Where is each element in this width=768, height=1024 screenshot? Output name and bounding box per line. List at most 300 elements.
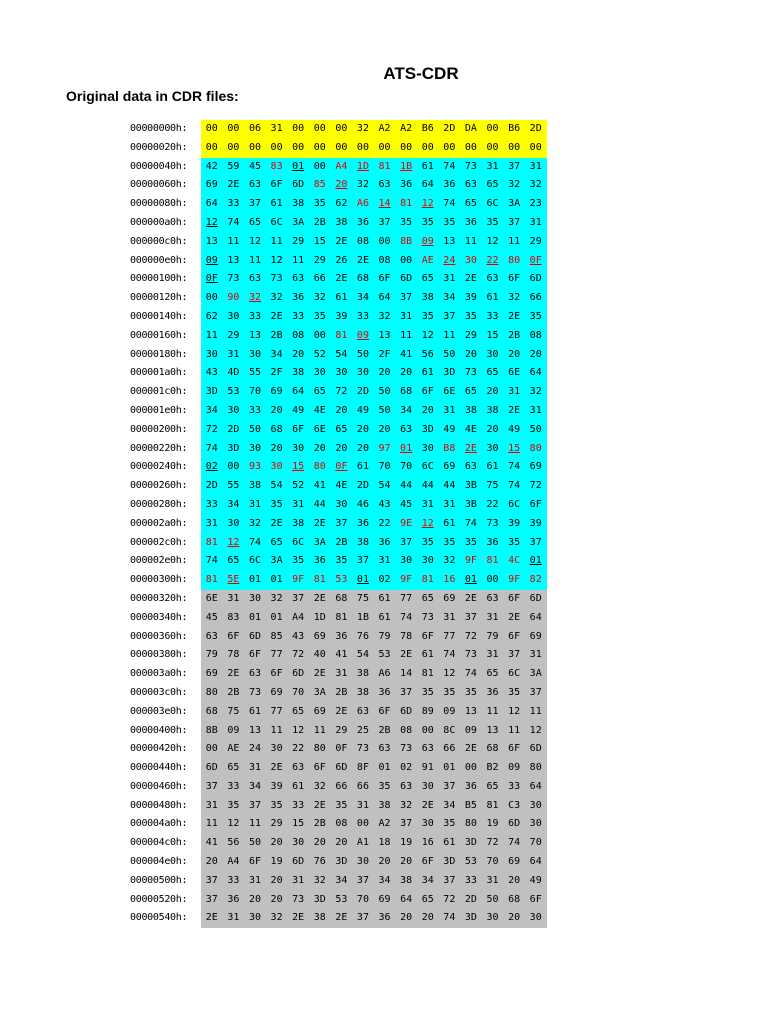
hex-byte: 06 [248,123,261,134]
hex-byte: 43 [292,630,305,642]
hex-byte: 81 [421,668,434,680]
hex-byte: 12 [508,705,521,717]
hex-byte: 08 [356,235,369,247]
hex-byte: 63 [292,273,305,285]
hex-byte: 50 [529,423,542,435]
hex-byte: 11 [270,235,283,247]
hex-byte: 2E [205,912,218,924]
hex-byte: 2B [313,818,326,830]
byte-group [201,120,547,139]
hex-byte: 31 [443,273,456,285]
hex-byte: 41 [400,348,413,360]
row-address: 00000420h: [130,743,188,755]
hex-byte: 30 [464,254,477,266]
hex-byte: 37 [205,893,218,905]
hex-row [130,327,550,346]
byte-group [201,778,547,797]
hex-byte: 29 [227,329,240,341]
hex-byte: 2E [313,592,326,604]
hex-row [130,722,550,741]
hex-byte: A6 [378,668,391,680]
hex-byte: 74 [464,517,477,529]
hex-byte: 36 [486,686,499,698]
hex-byte: 37 [356,912,369,924]
row-address: 000003c0h: [130,686,188,698]
hex-byte: 73 [464,649,477,661]
hex-byte: 6E [313,423,326,435]
hex-byte: 3D [227,442,240,454]
hex-byte: 61 [270,198,283,210]
row-address: 000000a0h: [130,216,188,228]
byte-group [201,364,547,383]
hex-byte: 2E [508,611,521,623]
hex-row [130,834,550,853]
hex-byte: 2D [443,123,456,134]
hex-byte: 30 [421,780,434,792]
hex-byte: 68 [356,273,369,285]
byte-group [201,909,547,928]
hex-byte: 11 [508,235,521,247]
hex-byte: 33 [227,780,240,792]
hex-byte: 3D [443,367,456,379]
row-address: 000004a0h: [130,818,188,830]
hex-byte: 81 [421,574,434,586]
hex-byte: 61 [486,461,499,473]
hex-row [130,477,550,496]
hex-byte: 37 [248,198,261,210]
hex-byte: 69 [270,686,283,698]
hex-byte: 49 [443,423,456,435]
byte-group [201,289,547,308]
hex-byte: 89 [421,705,434,717]
hex-byte: 00 [421,724,434,736]
byte-group [201,571,547,590]
hex-byte: 69 [443,461,456,473]
hex-byte: 80 [205,686,218,698]
hex-byte: 31 [335,668,348,680]
hex-byte: 11 [529,705,542,717]
hex-byte: 30 [270,743,283,755]
hex-byte: 31 [248,498,261,510]
row-address: 00000080h: [130,198,188,210]
hex-byte: 74 [205,555,218,567]
hex-byte: C3 [508,799,521,811]
hex-byte: 77 [270,649,283,661]
hex-byte: 00 [335,141,348,153]
hex-row [130,364,550,383]
row-address: 00000000h: [130,123,188,134]
row-address: 00000120h: [130,292,188,304]
hex-byte: 6D [335,762,348,774]
hex-byte: 19 [486,818,499,830]
hex-byte: 6D [529,592,542,604]
hex-byte: 1B [356,611,369,623]
hex-byte: A6 [356,198,369,210]
hex-byte: 2E [508,404,521,416]
hex-byte: 68 [486,743,499,755]
hex-byte: 32 [529,179,542,191]
byte-group [201,421,547,440]
hex-byte: 31 [443,498,456,510]
hex-byte: 12 [421,198,434,210]
hex-byte: B5 [464,799,477,811]
hex-byte: 33 [508,780,521,792]
hex-byte: 73 [464,367,477,379]
hex-byte: 29 [313,254,326,266]
hex-byte: 20 [356,423,369,435]
byte-group [201,609,547,628]
hex-byte: 30 [335,498,348,510]
hex-byte: 37 [335,517,348,529]
hex-byte: 0F [529,254,542,266]
hex-byte: 11 [205,818,218,830]
hex-byte: 6D [400,705,413,717]
hex-row [130,308,550,327]
hex-byte: 15 [486,329,499,341]
hex-byte: 85 [270,630,283,642]
hex-byte: 73 [227,273,240,285]
hex-byte: 74 [248,536,261,548]
row-address: 00000260h: [130,480,188,492]
hex-byte: 11 [486,705,499,717]
hex-byte: 01 [464,574,477,586]
hex-byte: 2E [421,799,434,811]
hex-byte: 14 [378,198,391,210]
hex-byte: 38 [356,686,369,698]
hex-byte: 19 [400,837,413,849]
hex-byte: 34 [270,348,283,360]
hex-byte: 35 [443,216,456,228]
hex-byte: 9F [464,555,477,567]
hex-row [130,158,550,177]
row-address: 00000100h: [130,273,188,285]
hex-byte: 35 [292,555,305,567]
hex-byte: 6D [508,818,521,830]
hex-byte: 00 [486,123,499,134]
byte-group [201,496,547,515]
hex-byte: 13 [486,724,499,736]
hex-byte: 00 [486,141,499,153]
hex-byte: 74 [508,461,521,473]
hex-byte: 74 [508,837,521,849]
hex-row [130,120,550,139]
hex-byte: 01 [248,611,261,623]
hex-dump [130,120,550,944]
hex-byte: 30 [486,348,499,360]
hex-byte: 53 [335,893,348,905]
hex-row [130,759,550,778]
hex-byte: 39 [270,780,283,792]
hex-byte: 81 [400,198,413,210]
hex-byte: 37 [400,818,413,830]
byte-group [201,308,547,327]
hex-row [130,778,550,797]
hex-byte: 18 [378,837,391,849]
hex-byte: 37 [205,780,218,792]
hex-byte: 6F [248,649,261,661]
hex-byte: 64 [205,198,218,210]
hex-byte: 20 [335,442,348,454]
row-address: 00000300h: [130,574,188,586]
hex-byte: 72 [205,423,218,435]
hex-byte: 13 [443,235,456,247]
row-address: 000001c0h: [130,386,188,398]
hex-byte: 52 [292,480,305,492]
row-address: 00000360h: [130,630,188,642]
hex-byte: 01 [248,574,261,586]
hex-byte: A2 [378,818,391,830]
page-title: ATS-CDR [383,64,459,83]
hex-byte: 00 [356,141,369,153]
hex-byte: 6D [529,273,542,285]
hex-byte: 38 [378,799,391,811]
hex-byte: 35 [313,310,326,322]
hex-byte: 2E [270,762,283,774]
byte-group [201,740,547,759]
hex-row [130,496,550,515]
hex-byte: 35 [508,686,521,698]
hex-byte: 35 [313,198,326,210]
hex-byte: 65 [227,762,240,774]
hex-byte: 35 [508,536,521,548]
hex-byte: 32 [248,517,261,529]
hex-byte: 0F [335,461,348,473]
row-address: 00000020h: [130,141,188,153]
hex-byte: 63 [248,179,261,191]
row-address: 00000440h: [130,762,188,774]
hex-byte: 36 [378,536,391,548]
hex-byte: 20 [378,367,391,379]
hex-byte: 12 [227,536,240,548]
hex-byte: 50 [443,348,456,360]
hex-byte: 37 [443,780,456,792]
hex-byte: 01 [292,160,305,172]
hex-byte: 35 [421,216,434,228]
hex-byte: 09 [356,329,369,341]
hex-byte: 33 [356,310,369,322]
hex-byte: 63 [400,423,413,435]
hex-byte: 30 [335,367,348,379]
hex-byte: 37 [464,611,477,623]
hex-byte: 49 [292,404,305,416]
hex-byte: 0F [205,273,218,285]
hex-byte: 31 [529,649,542,661]
hex-byte: 55 [248,367,261,379]
hex-row [130,646,550,665]
hex-byte: 31 [270,123,283,134]
hex-byte: 37 [356,874,369,886]
hex-byte: 50 [248,423,261,435]
hex-byte: 08 [292,329,305,341]
hex-byte: 20 [270,874,283,886]
hex-byte: 6F [270,179,283,191]
hex-row [130,590,550,609]
hex-byte: 6E [443,386,456,398]
hex-row [130,891,550,910]
hex-byte: 09 [508,762,521,774]
hex-byte: 38 [421,292,434,304]
hex-byte: 34 [248,780,261,792]
hex-byte: 00 [486,574,499,586]
hex-byte: 33 [292,310,305,322]
hex-byte: 73 [421,611,434,623]
byte-group [201,515,547,534]
hex-byte: 75 [356,592,369,604]
hex-byte: 23 [529,198,542,210]
hex-byte: 00 [227,461,240,473]
byte-group [201,534,547,553]
hex-byte: 32 [356,123,369,134]
hex-byte: 2E [464,273,477,285]
hex-byte: 12 [270,254,283,266]
hex-byte: 3D [464,912,477,924]
hex-byte: 25 [356,724,369,736]
hex-byte: 80 [529,762,542,774]
hex-byte: 5E [227,574,240,586]
hex-byte: 2E [335,705,348,717]
byte-group [201,703,547,722]
hex-byte: B2 [486,762,499,774]
hex-byte: 70 [292,686,305,698]
hex-byte: 13 [378,329,391,341]
hex-byte: 00 [313,141,326,153]
hex-byte: 66 [356,780,369,792]
byte-group [201,440,547,459]
row-address: 000002c0h: [130,536,188,548]
hex-byte: 32 [270,592,283,604]
hex-byte: 77 [270,705,283,717]
hex-byte: 30 [248,592,261,604]
hex-byte: 36 [292,292,305,304]
hex-byte: 44 [400,480,413,492]
hex-byte: 2D [464,893,477,905]
hex-byte: AE [421,254,434,266]
hex-byte: 11 [313,724,326,736]
hex-byte: 62 [335,198,348,210]
hex-byte: 74 [464,668,477,680]
hex-byte: 54 [335,348,348,360]
hex-byte: 68 [270,423,283,435]
hex-byte: 74 [443,912,456,924]
hex-byte: 6F [378,705,391,717]
hex-byte: 36 [464,780,477,792]
hex-byte: B6 [508,123,521,134]
hex-byte: 65 [227,555,240,567]
hex-byte: 30 [227,404,240,416]
hex-byte: 46 [356,498,369,510]
hex-byte: 3A [270,555,283,567]
hex-byte: 00 [464,141,477,153]
hex-byte: 81 [335,329,348,341]
byte-group [201,402,547,421]
hex-byte: 38 [464,404,477,416]
hex-byte: 70 [486,856,499,868]
row-address: 00000160h: [130,329,188,341]
hex-byte: 00 [443,141,456,153]
hex-byte: A4 [292,611,305,623]
hex-byte: 31 [292,498,305,510]
byte-group [201,214,547,233]
hex-byte: 2B [270,329,283,341]
hex-byte: 63 [464,179,477,191]
hex-row [130,797,550,816]
hex-byte: 69 [270,386,283,398]
hex-byte: 81 [378,160,391,172]
row-address: 00000060h: [130,179,188,191]
hex-byte: 80 [313,743,326,755]
hex-byte: 3A [508,198,521,210]
hex-byte: 72 [529,480,542,492]
hex-byte: 3D [335,856,348,868]
byte-group [201,139,547,158]
hex-byte: 49 [356,404,369,416]
hex-byte: 00 [400,254,413,266]
row-address: 00000380h: [130,649,188,661]
row-address: 000000c0h: [130,235,188,247]
hex-byte: 20 [400,367,413,379]
hex-byte: 09 [205,254,218,266]
hex-byte: 09 [227,724,240,736]
hex-row [130,684,550,703]
hex-byte: 02 [378,574,391,586]
hex-byte: 35 [335,799,348,811]
hex-byte: 37 [529,536,542,548]
hex-byte: 55 [227,480,240,492]
hex-byte: 33 [248,310,261,322]
hex-byte: 3D [464,837,477,849]
hex-byte: 70 [529,837,542,849]
hex-byte: 30 [270,461,283,473]
hex-byte: 31 [443,404,456,416]
hex-byte: 37 [400,686,413,698]
hex-byte: 16 [421,837,434,849]
hex-byte: 63 [486,273,499,285]
hex-row [130,176,550,195]
byte-group [201,176,547,195]
hex-byte: 32 [508,292,521,304]
hex-row [130,815,550,834]
hex-byte: 30 [227,517,240,529]
hex-byte: 6D [248,630,261,642]
byte-group [201,815,547,834]
hex-byte: 73 [486,517,499,529]
byte-group [201,477,547,496]
hex-byte: 37 [508,649,521,661]
hex-byte: 4E [464,423,477,435]
hex-byte: 22 [378,517,391,529]
hex-byte: 75 [227,705,240,717]
hex-byte: 91 [421,762,434,774]
hex-byte: 2F [378,348,391,360]
hex-byte: 15 [292,818,305,830]
hex-byte: 53 [227,386,240,398]
hex-byte: 01 [400,442,413,454]
hex-byte: 20 [270,404,283,416]
hex-byte: 38 [335,216,348,228]
hex-byte: 68 [205,705,218,717]
hex-byte: 69 [529,461,542,473]
hex-byte: 19 [270,856,283,868]
hex-byte: 93 [248,461,261,473]
row-address: 00000340h: [130,611,188,623]
hex-byte: 76 [356,630,369,642]
hex-byte: 35 [421,536,434,548]
hex-byte: 13 [227,254,240,266]
byte-group [201,872,547,891]
hex-row [130,458,550,477]
hex-byte: 70 [248,386,261,398]
hex-byte: 26 [335,254,348,266]
